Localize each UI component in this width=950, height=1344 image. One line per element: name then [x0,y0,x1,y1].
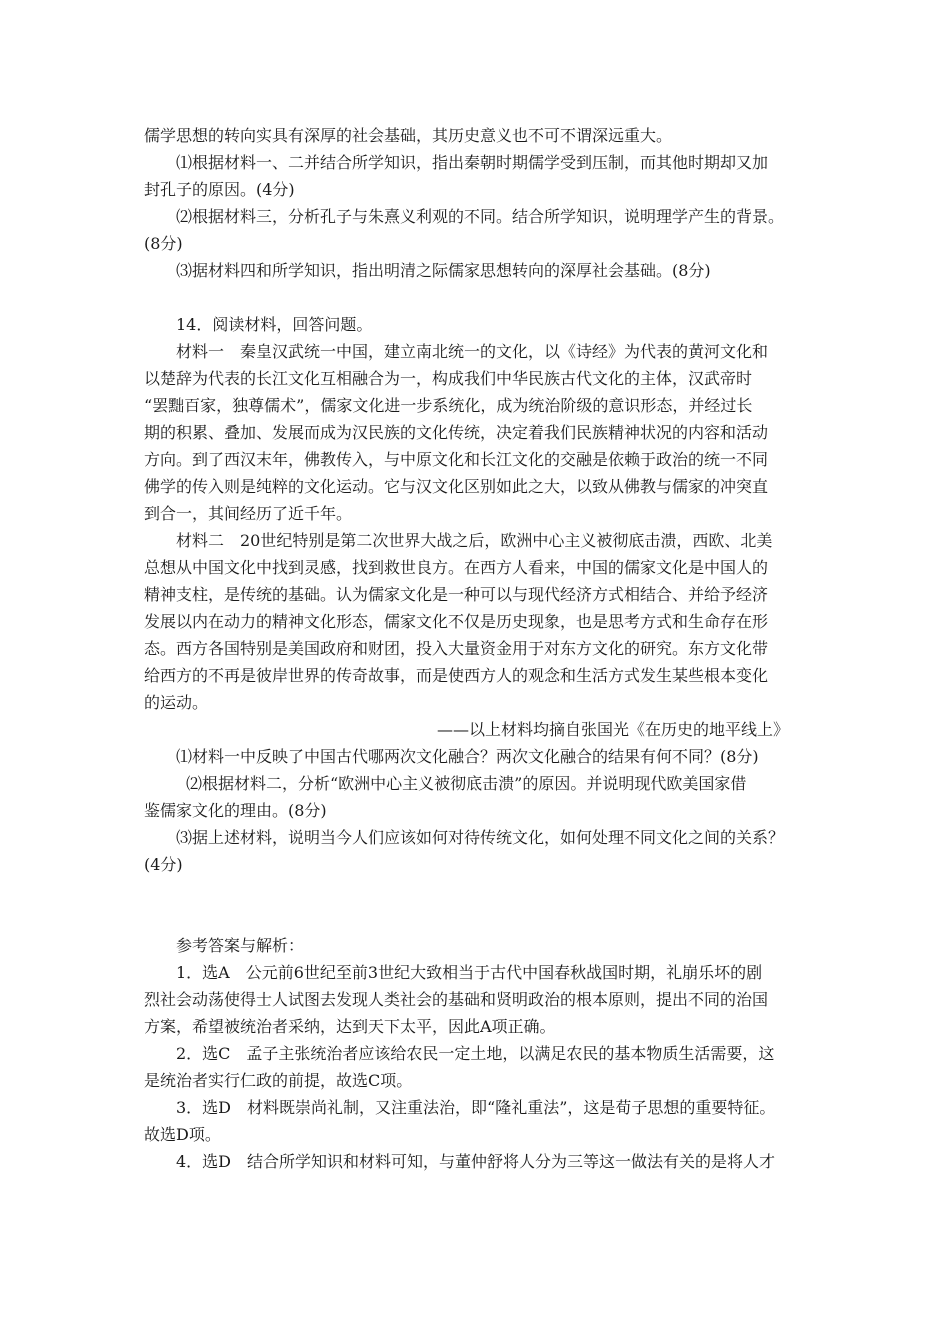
question-2: ⑵根据材料三，分析孔子与朱熹义利观的不同。结合所学知识，说明理学产生的背景。 [176,207,785,226]
text-line: 封孔子的原因。(4分) [144,180,295,199]
question-1: ⑴根据材料一、二并结合所学知识，指出秦朝时期儒学受到压制，而其他时期却又加 [176,153,769,172]
text-line: 给西方的不再是彼岸世界的传奇故事，而是使西方人的观念和生活方式发生某些根本变化 [144,666,769,685]
text-line: 发展以内在动力的精神文化形态，儒家文化不仅是历史现象，也是思考方式和生命存在形 [144,612,769,631]
text-line: 期的积累、叠加、发展而成为汉民族的文化传统，决定着我们民族精神状况的内容和活动 [144,423,769,442]
material-1: 材料一 秦皇汉武统一中国，建立南北统一的文化，以《诗经》为代表的黄河文化和 [176,342,769,361]
text-line: 儒学思想的转向实具有深厚的社会基础，其历史意义也不可不谓深远重大。 [144,126,673,145]
text-line: 佛学的传入则是纯粹的文化运动。它与汉文化区别如此之大，以致从佛教与儒家的冲突直 [144,477,769,496]
text-line: 烈社会动荡使得士人试图去发现人类社会的基础和贤明政治的根本原则，提出不同的治国 [144,990,769,1009]
question-14-1: ⑴材料一中反映了中国古代哪两次文化融合？两次文化融合的结果有何不同？(8分) [176,747,759,766]
answer-3: 3．选D 材料既崇尚礼制，又注重法治，即“隆礼重法”，这是荀子思想的重要特征。 [176,1098,776,1117]
question-14-heading: 14．阅读材料，回答问题。 [176,315,373,334]
text-line: (4分) [144,855,183,874]
text-line: 以楚辞为代表的长江文化互相融合为一，构成我们中华民族古代文化的主体，汉武帝时 [144,369,753,388]
answer-4: 4．选D 结合所学知识和材料可知，与董仲舒将人分为三等这一做法有关的是将人才 [176,1152,776,1171]
text-line: (8分) [144,234,183,253]
source-citation: ——以上材料均摘自张国光《在历史的地平线上》 [437,720,790,739]
text-line: 方向。到了西汉末年，佛教传入，与中原文化和长江文化的交融是依赖于政治的统一不同 [144,450,769,469]
answers-heading: 参考答案与解析： [176,936,305,955]
answer-2: 2．选C 孟子主张统治者应该给农民一定土地，以满足农民的基本物质生活需要，这 [176,1044,775,1063]
text-line: 到合一，其间经历了近千年。 [144,504,353,523]
material-2: 材料二 20世纪特别是第二次世界大战之后，欧洲中心主义被彻底击溃，西欧、北美 [176,531,773,550]
text-line: 总想从中国文化中找到灵感，找到救世良方。在西方人看来，中国的儒家文化是中国人的 [144,558,769,577]
text-line: 态。西方各国特别是美国政府和财团，投入大量资金用于对东方文化的研究。东方文化带 [144,639,769,658]
question-14-3: ⑶据上述材料，说明当今人们应该如何对待传统文化，如何处理不同文化之间的关系？ [176,828,785,847]
text-line: 是统治者实行仁政的前提，故选C项。 [144,1071,413,1090]
question-3: ⑶据材料四和所学知识，指出明清之际儒家思想转向的深厚社会基础。(8分) [176,261,711,280]
text-line: 故选D项。 [144,1125,221,1144]
text-line: 精神支柱，是传统的基础。认为儒家文化是一种可以与现代经济方式相结合、并给予经济 [144,585,769,604]
text-line: 的运动。 [144,693,209,712]
text-line: “罢黜百家，独尊儒术”，儒家文化进一步系统化，成为统治阶级的意识形态，并经过长 [144,396,753,415]
answer-1: 1．选A 公元前6世纪至前3世纪大致相当于古代中国春秋战国时期，礼崩乐坏的剧 [176,963,763,982]
text-line: 鉴儒家文化的理由。(8分) [144,801,327,820]
question-14-2: ⑵根据材料二，分析“欧洲中心主义被彻底击溃”的原因。并说明现代欧美国家借 [186,774,747,793]
text-line: 方案，希望被统治者采纳，达到天下太平，因此A项正确。 [144,1017,556,1036]
